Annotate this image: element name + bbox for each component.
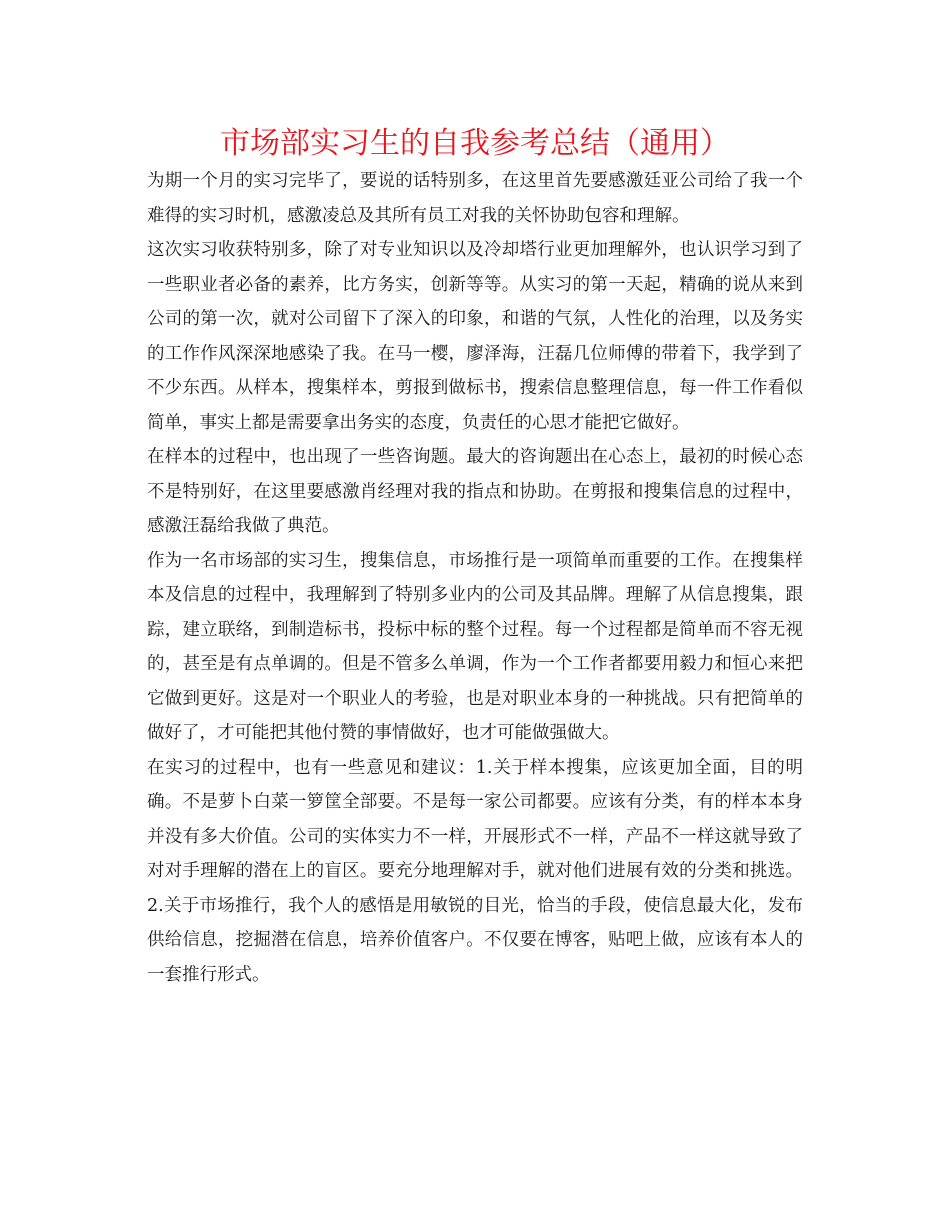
- document-body: [147, 164, 803, 992]
- paragraph-5: 在实习的过程中，也有一些意见和建议：1.关于样本搜集，应该更加全面，目的明确。不是萝卜白菜一箩筐全部要。不是每一家公司都要。应该有分类，有的样本本身并没有多大价值。公司的实体实力不一样，开展形式不一样，产品不一样这就导致了对对手理解的潜在上的盲区。要充分地理解对手，就对他们进展有效的分类和挑选。2.关于市场推行，我个人的感悟是用敏锐的目光，恰当的手段，使信息最大化，发布供给信息，挖掘潜在信息，培养价值客户。不仅要在博客，贴吧上做，应该有本人的一套推行形式。: [147, 757, 803, 985]
- paragraph-3: 在样本的过程中，也出现了一些咨询题。最大的咨询题出在心态上，最初的时候心态不是特别好，在这里要感激肖经理对我的指点和协助。在剪报和搜集信息的过程中，感激汪磊给我做了典范。: [147, 447, 803, 536]
- document-title: 市场部实习生的自我参考总结（通用）: [220, 126, 730, 161]
- paragraph-4: 作为一名市场部的实习生，搜集信息，市场推行是一项简单而重要的工作。在搜集样本及信息的过程中，我理解到了特别多业内的公司及其品牌。理解了从信息搜集，跟踪，建立联络，到制造标书，投标中标的整个过程。每一个过程都是简单而不容无视的，甚至是有点单调的。但是不管多么单调，作为一个工作者都要用毅力和恒心来把它做到更好。这是对一个职业人的考验，也是对职业本身的一种挑战。只有把简单的做好了，才可能把其他付赞的事情做好，也才可能做强做大。: [147, 550, 803, 743]
- paragraph-2: 这次实习收获特别多，除了对专业知识以及冷却塔行业更加理解外，也认识学习到了一些职业者必备的素养，比方务实，创新等等。从实习的第一天起，精确的说从来到公司的第一次，就对公司留下了深入的印象，和谐的气氛，人性化的治理，以及务实的工作作风深深地感染了我。在马一樱，廖泽海，汪磊几位师傅的带着下，我学到了不少东西。从样本，搜集样本，剪报到做标书，搜索信息整理信息，每一件工作看似简单，事实上都是需要拿出务实的态度，负责任的心思才能把它做好。: [147, 240, 803, 433]
- paragraph-1: 为期一个月的实习完毕了，要说的话特别多，在这里首先要感激廷亚公司给了我一个难得的实习时机，感激凌总及其所有员工对我的关怀协助包容和理解。: [147, 171, 803, 226]
